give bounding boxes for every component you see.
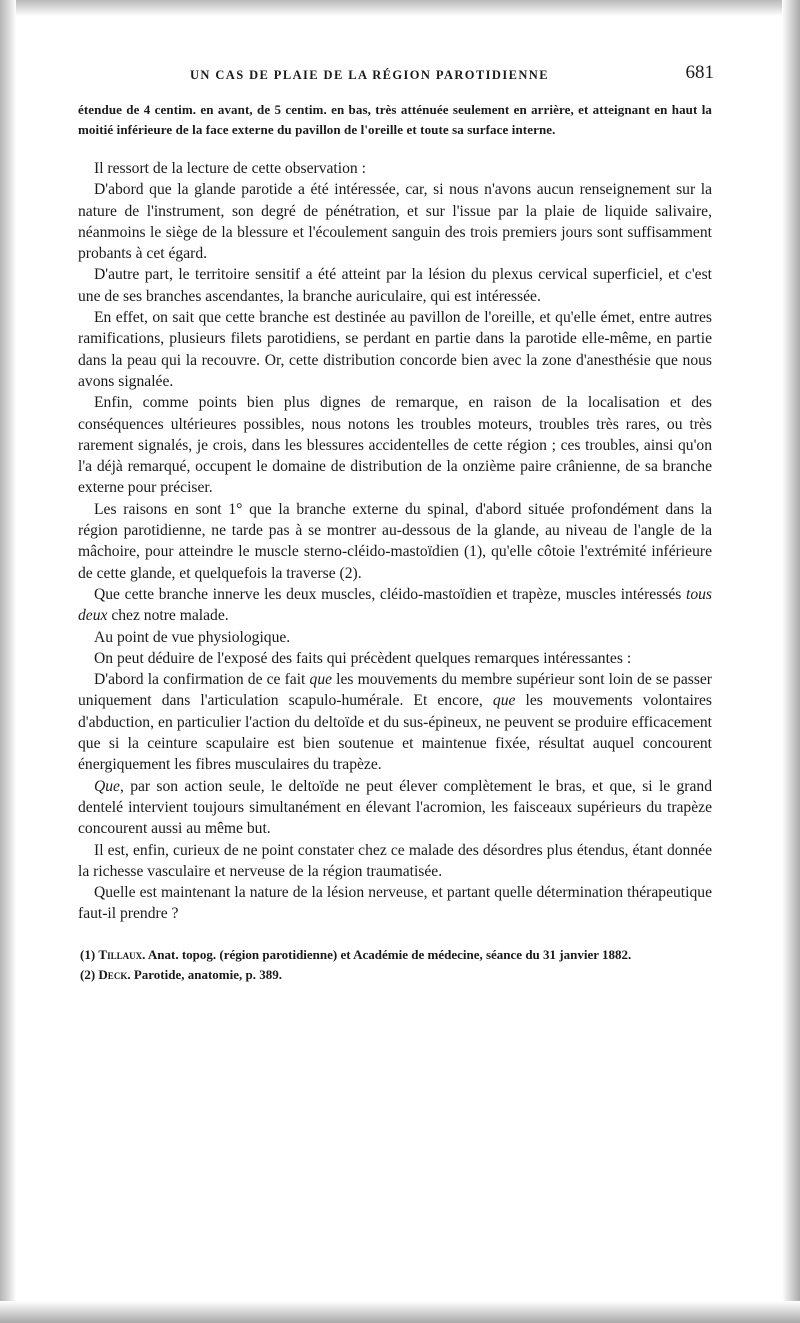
paragraph-5: Enfin, comme points bien plus dignes de remarque, en raison de la localisation et des conséquences ultérieures possibles, nous notons les troubles moteurs, troubles très rares, ou très rarement signalés, je crois, dans les blessures accidentelles de cette région ; ces troubles, ainsi qu'on l'a déjà remarqué, occupent le domaine de distribution de la onzième paire crânienne, de sa branche externe pour préciser. xyxy=(78,394,712,497)
paragraph-10 xyxy=(78,669,712,775)
running-title: UN CAS DE PLAIE DE LA RÉGION PAROTIDIENNE xyxy=(190,68,549,82)
page-content xyxy=(78,62,712,985)
paragraph-1: Il ressort de la lecture de cette observation : xyxy=(94,160,366,177)
paragraph-10-italic-1: que xyxy=(309,671,333,689)
footnote-2-number: (2) xyxy=(80,966,99,982)
paragraph-10-text-a: D'abord la confirmation de ce fait xyxy=(94,671,310,689)
paragraph-12: Il est, enfin, curieux de ne point constater chez ce malade des désordres plus étendus, étant donnée la richesse vasculaire et nerveuse de la région traumatisée. xyxy=(78,841,712,880)
page-number: 681 xyxy=(685,62,714,83)
running-head xyxy=(78,62,712,90)
paragraph-3: D'autre part, le territoire sensitif a été atteint par la lésion du plexus cervical superficiel, et c'est une de ses branches ascendantes, la branche auriculaire, qui est intéressée. xyxy=(78,266,712,305)
paragraph-2: D'abord que la glande parotide a été intéressée, car, si nous n'avons aucun renseignement sur la nature de l'instrument, son degré de pénétration, et sur l'issue par la plaie de liquide salivaire, néanmoins le siège de la blessure et l'écoulement sanguin des trois premiers jours sont suffisamment probants à cet égard. xyxy=(78,181,712,263)
paragraph-7-italic: tous deux xyxy=(78,585,712,625)
footnote-2-text: . Parotide, anatomie, p. 389. xyxy=(127,966,282,982)
paragraph-7 xyxy=(78,584,712,627)
paragraph-9: On peut déduire de l'exposé des faits qui précèdent quelques remarques intéressantes : xyxy=(94,649,632,667)
paragraph-11 xyxy=(78,776,712,840)
paragraph-4: En effet, on sait que cette branche est destinée au pavillon de l'oreille, et qu'elle émet, entre autres ramifications, plusieurs filets parotidiens, se perdant en partie dans la parotide elle-même, en partie dans la peau qui la recouvre. Or, cette distribution concorde bien avec la zone d'anesthésie que nous avons signalée. xyxy=(78,309,712,390)
footnote-2 xyxy=(78,965,712,985)
paragraph-8: Au point de vue physiologique. xyxy=(94,628,291,646)
footnote-2-author: Deck xyxy=(98,966,128,982)
page-edge-top xyxy=(0,0,800,16)
footnote-1-text: . Anat. topog. (région parotidienne) et Académie de médecine, séance du 31 janvier 1882. xyxy=(142,946,632,962)
page-edge-left xyxy=(0,0,16,1323)
footnote-1-number: (1) xyxy=(80,946,99,962)
page-edge-right xyxy=(782,0,800,1323)
footnote-1-author: Tillaux xyxy=(98,946,143,962)
footnote-1 xyxy=(78,945,712,965)
paragraph-11-italic: Que, xyxy=(94,777,124,795)
page-edge-bottom xyxy=(0,1301,800,1323)
continued-paragraph: étendue de 4 centim. en avant, de 5 centim. en bas, très atténuée seulement en arrière, et atteignant en haut la moitié inférieure de la face externe du pavillon de l'oreille et toute sa surface interne. xyxy=(78,102,712,137)
footnotes xyxy=(78,945,712,985)
paragraph-6: Les raisons en sont 1° que la branche externe du spinal, d'abord située profondément dans la région parotidienne, ne tarde pas à se montrer au-dessous de la glande, au niveau de l'angle de la mâchoire, pour atteindre le muscle sterno-cléido-mastoïdien (1), qu'elle côtoie l'extrémité inférieure de cette glande, et quelquefois la traverse (2). xyxy=(78,500,712,582)
paragraph-11-text: par son action seule, le deltoïde ne peut élever complètement le bras, et que, si le grand dentelé intervient toujours simultanément en élevant l'acromion, les faisceaux supérieurs du trapèze concourent aussi au même but. xyxy=(78,777,712,838)
paragraph-10-text-b: les mouvements du membre supérieur sont loin de se passer uniquement dans l'articulation scapulo-humérale. Et encore, xyxy=(78,671,712,710)
paragraph-7-text-a: Que cette branche innerve les deux muscles, cléido-mastoïdien et trapèze, muscles intéressés xyxy=(94,585,686,603)
paragraph-10-text-c: les mouvements volontaires d'abduction, en particulier l'action du deltoïde et du sus-épineux, ne peuvent se produire efficacement que si la ceinture scapulaire est bien soutenue et maintenue fixée, résultat auquel concourent énergiquement les fibres musculaires du trapèze. xyxy=(78,692,712,774)
paragraph-7-text-b: chez notre malade. xyxy=(107,607,229,625)
paragraph-10-italic-2: que xyxy=(492,692,516,710)
paragraph-13: Quelle est maintenant la nature de la lésion nerveuse, et partant quelle détermination thérapeutique faut-il prendre ? xyxy=(78,884,712,923)
